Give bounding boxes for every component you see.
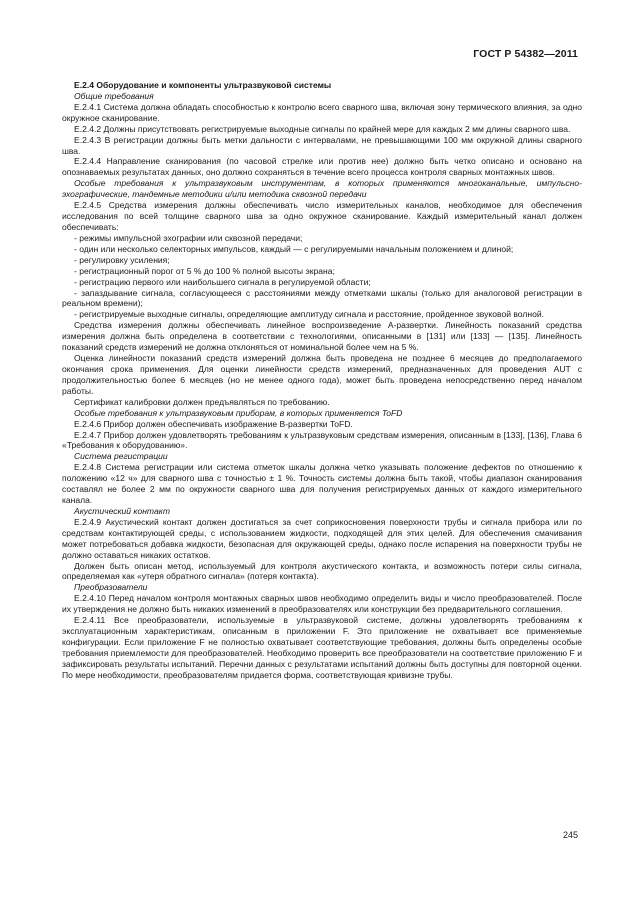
paragraph: - режимы импульсной эхографии или сквозной передачи;: [74, 232, 303, 243]
paragraph: Оценка линейности показаний средств измерений должна быть проведена не позднее 6 месяцев до предполагаемого окончания срока применения. Для оценки линейности средств измерений, предназначенных для проведения AUT с продолжительностью более 6 месяцев (но не менее одного года), может быть проведена непосредственно перед началом работы.: [62, 353, 582, 396]
paragraph: E.2.4.10 Перед началом контроля монтажных сварных швов необходимо определить виды и число преобразователей. После их утверждения не должно быть никаких изменений в преобразователях или конструкции без предварительного соглашения.: [62, 593, 582, 615]
paragraph: E.2.4.7 Прибор должен удовлетворять требованиям к ультразвуковым средствам измерения, описанным в [133], [136], Глава 6 «Требования к оборудованию».: [62, 429, 582, 451]
paragraph: E.2.4.5 Средства измерения должны обеспечивать число измерительных каналов, необходимое для обеспечения исследования по всей толщине сварного шва за одно окружное сканирование. Каждый измерительный канал должен обеспечивать:: [62, 200, 582, 232]
subheading: Акустический контакт: [74, 505, 170, 516]
document-body: [62, 80, 582, 681]
paragraph: - регулировку усиления;: [74, 254, 170, 265]
paragraph: E.2.4.9 Акустический контакт должен достигаться за счет соприкосновения поверхности трубы и сигнала прибора или по средствам контактирующей среды, с использованием жидкости, подходящей для этих целей. Для обеспечения смачивания может потребоваться добавка жидкости, безопасная для окружающей среды, однако после испарения на поверхности трубы не должно оставаться никаких остатков.: [62, 516, 582, 560]
paragraph: E.2.4.8 Система регистрации или система отметок шкалы должна четко указывать положение дефектов по отношению к положению «12 ч» для сварного шва с точностью ± 1 %. Точность системы должна быть такой, чтобы диапазон сканирования составлял не более 2 мм по окружности сварного шва для получения регистрируемых данных от каждого измерительного канала.: [62, 462, 582, 506]
paragraph: E.2.4.1 Система должна обладать способностью к контролю всего сварного шва, включая зону термического влияния, за одно окружное сканирование.: [62, 101, 582, 123]
paragraph: - регистрационный порог от 5 % до 100 % полной высоты экрана;: [74, 265, 335, 276]
paragraph: E.2.4.11 Все преобразователи, используемые в ультразвуковой системе, должны удовлетворять требованиям к эксплуатационным характеристикам, описанным в приложении F. Это приложение не охватывает все применяемые конфигурации. Если приложение F не полностью охватывает соответствующие требования, должны быть определены особые требования приемлемости для преобразователей. Необходимо проверить все преобразователи на соответствие приложению F и зафиксировать результаты испытаний. Перечни данных с результатами испытаний должны быть доступны для повторной оценки. По мере необходимости, преобразователям придается форма, соответствующая кривизне трубы.: [62, 615, 582, 680]
paragraph: - регистрацию первого или наибольшего сигнала в регулируемой области;: [74, 276, 371, 287]
subheading: Преобразователи: [74, 582, 148, 593]
paragraph: - регистрируемые выходные сигналы, определяющие амплитуду сигнала и расстояние, пройденное звуковой волной.: [74, 309, 544, 320]
paragraph: E.2.4.3 В регистрации должны быть метки дальности с интервалами, не превышающими 100 мм окружной длины сварного шва.: [62, 134, 582, 156]
paragraph: - запаздывание сигнала, согласующееся с расстояниями между отметками шкалы (только для аналоговой регистрации в реальном времени);: [62, 287, 582, 309]
paragraph: - один или несколько селекторных импульсов, каждый — с регулируемыми начальным положением и длиной;: [74, 243, 514, 254]
paragraph: Должен быть описан метод, используемый для контроля акустического контакта, и возможность потери силы сигнала, определяемая как «утеря обратного сигнала» (потеря контакта).: [62, 560, 582, 582]
paragraph: Средства измерения должны обеспечивать линейное воспроизведение A-развертки. Линейность показаний средства измерения должна быть определена в соответствии с технологиями, описанными в [131] или [133] — [135]. Линейность показаний средств измерений не должна отклоняться от номинальной более чем на 5 %.: [62, 320, 582, 353]
paragraph: E.2.4.2 Должны присутствовать регистрируемые выходные сигналы по крайней мере для каждых 2 мм длины сварного шва.: [74, 123, 571, 134]
document-code: ГОСТ Р 54382—2011: [473, 48, 578, 60]
subheading: Особые требования к ультразвуковым приборам, в которых применяется ToFD: [74, 407, 403, 418]
paragraph: Сертификат калибровки должен предъявляться по требованию.: [74, 396, 330, 407]
subheading: Система регистрации: [74, 451, 168, 462]
paragraph: E.2.4.4 Направление сканирования (по часовой стрелке или против нее) должно быть четко описано и основано на опознаваемых результатах данных, оно должно сохраняться в течение всего процесса контроля сварных монтажных швов.: [62, 156, 582, 178]
page-number: 245: [562, 830, 578, 840]
paragraph-list: [62, 91, 582, 681]
subheading: Особые требования к ультразвуковым инструментам, в которых применяются многоканальные, импульсно-эхографические, тандемные методики и/или методика сквозной передачи: [62, 178, 582, 200]
paragraph: E.2.4.6 Прибор должен обеспечивать изображение B-развертки ToFD.: [74, 418, 353, 429]
section-title: E.2.4 Оборудование и компоненты ультразвуковой системы: [74, 80, 332, 90]
subheading: Общие требования: [74, 90, 154, 101]
